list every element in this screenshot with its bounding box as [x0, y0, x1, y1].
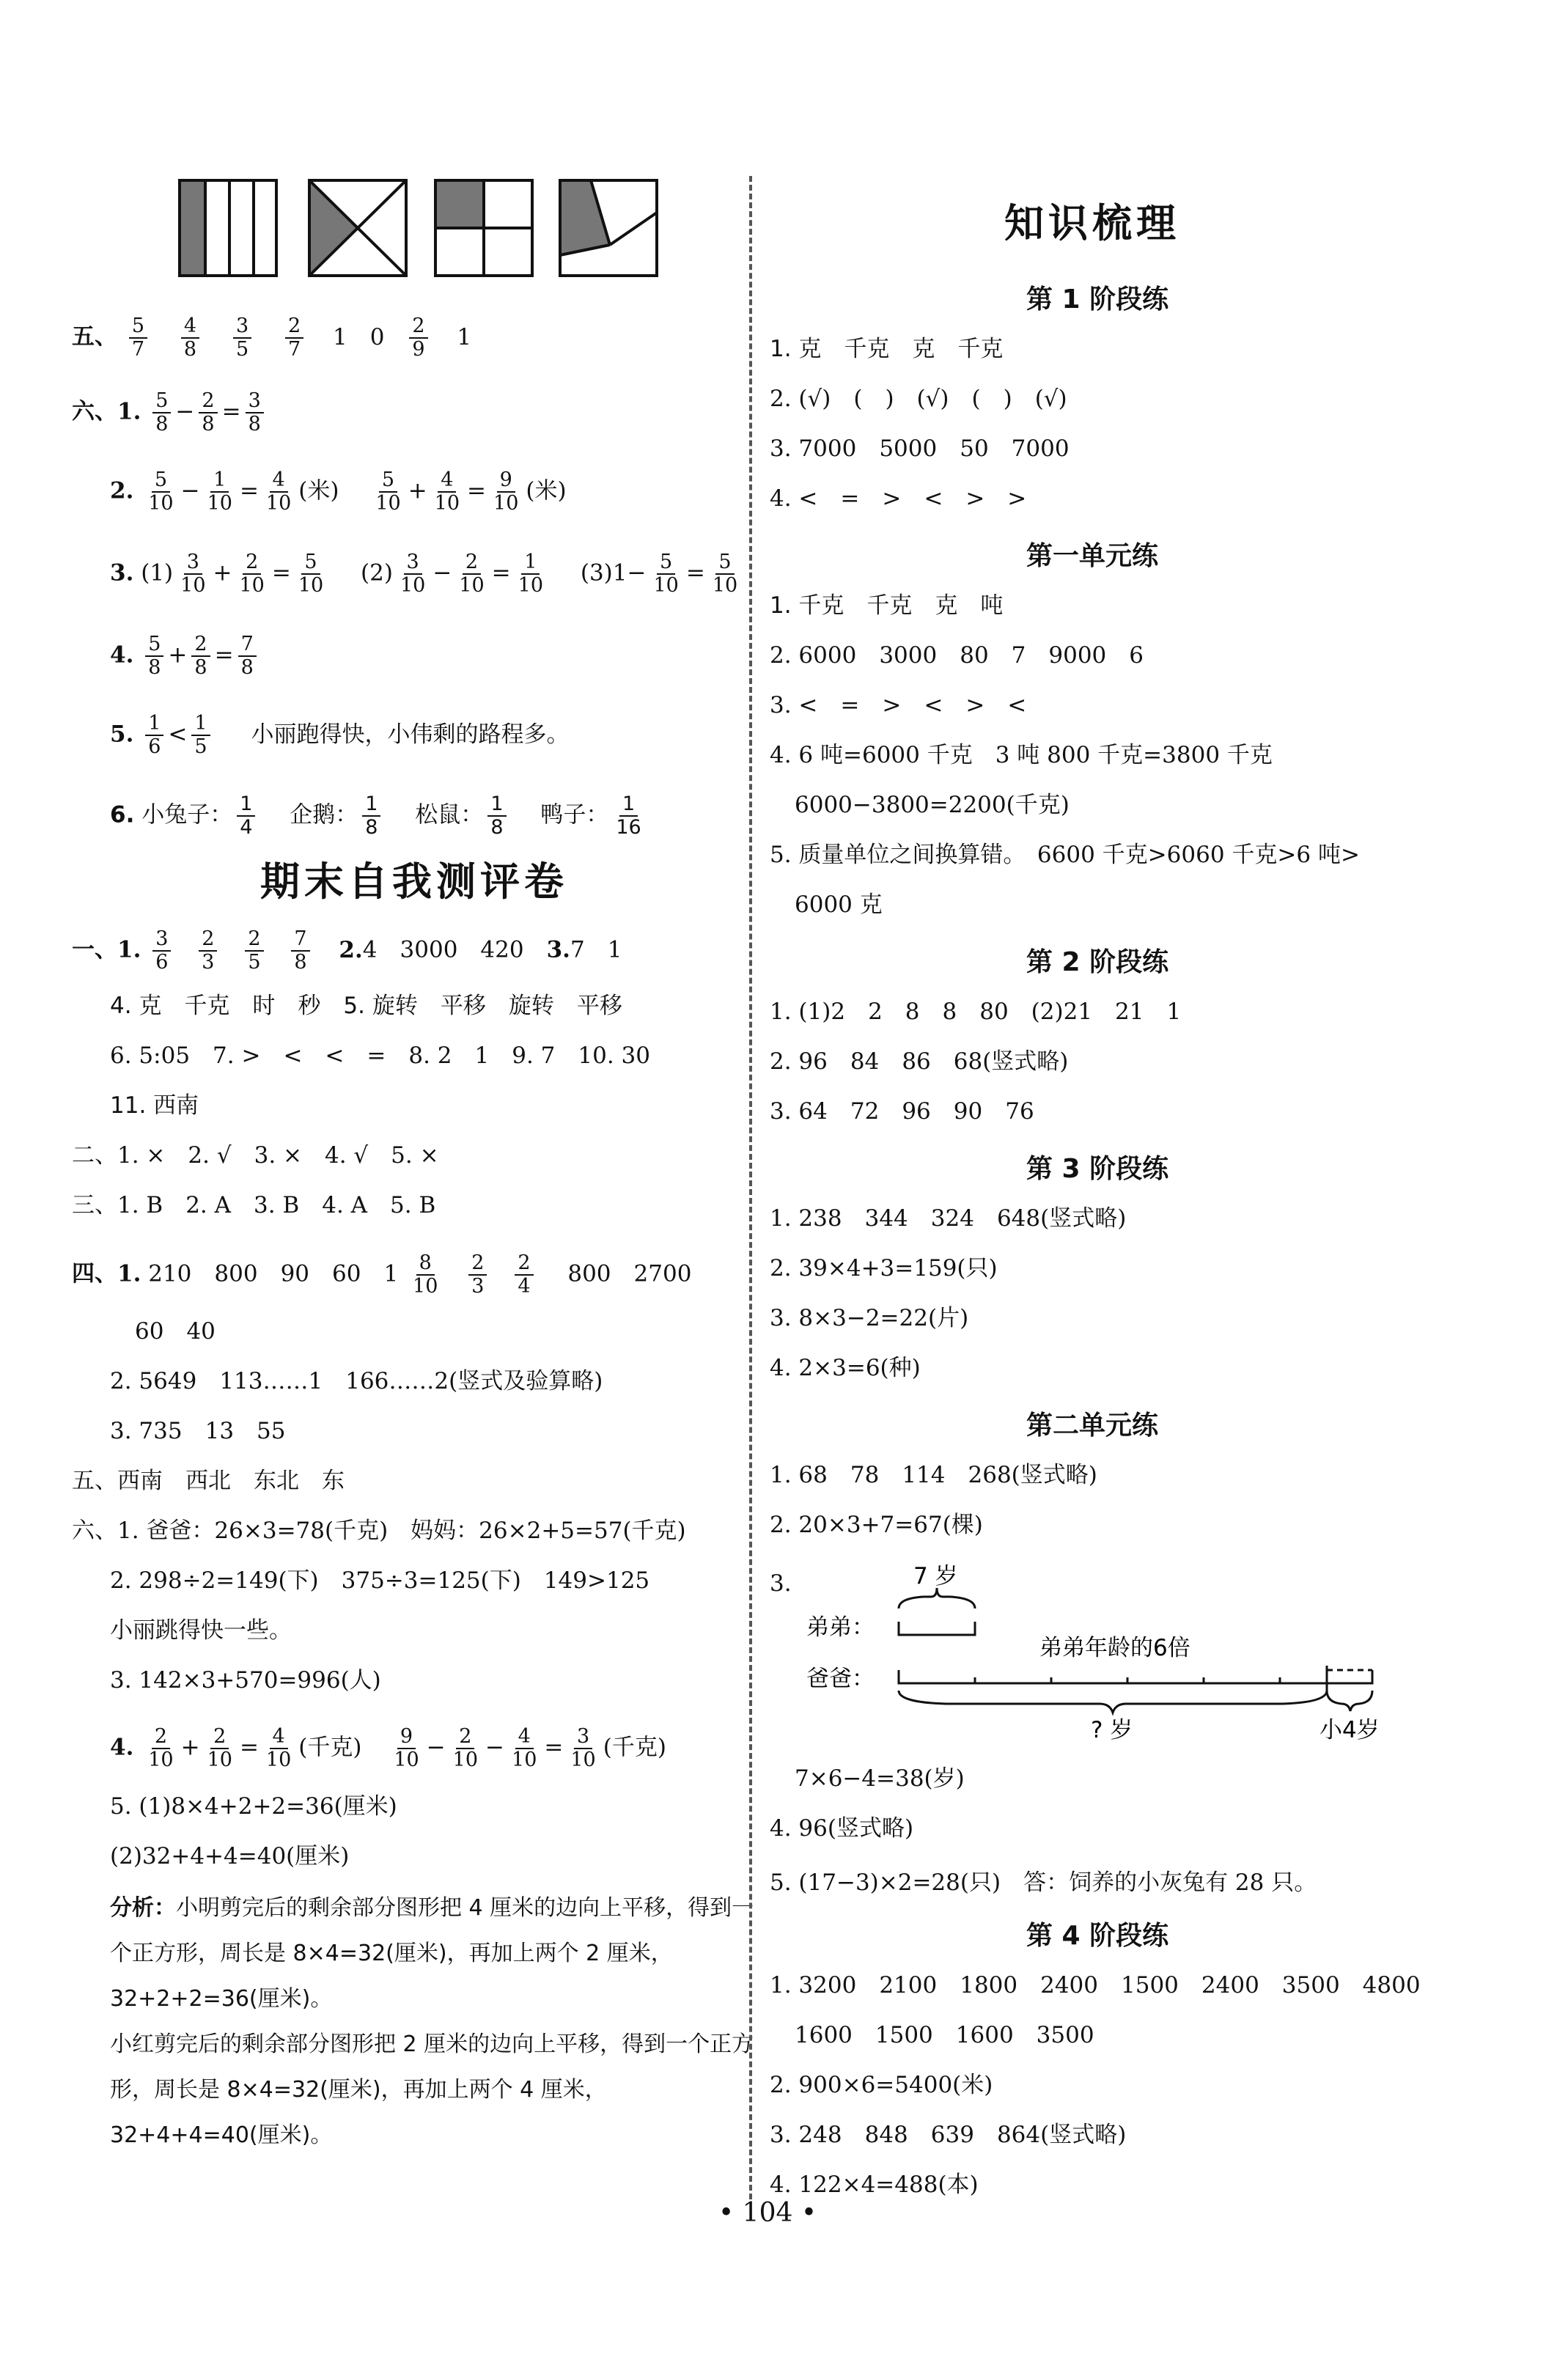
s1-line: 3. 7000 5000 50 7000	[770, 435, 1070, 462]
s4-title: 第 3 阶段练	[1026, 1154, 1169, 1184]
liu-3: 3. (1) $\frac{3}{10}$ + $\frac{2}{10}$ = $\frac{5}{10}$ (2) $\frac{3}{10}$ − $\frac{2}{10}$ = $\frac{1}{10}$ (3)1− $\frac{5}{10}$ = $\frac{5}{10}$	[110, 551, 738, 597]
father-label: 爸爸：	[806, 1666, 875, 1692]
s1-line: 2. (√) ( ) (√) ( ) (√)	[770, 386, 1067, 412]
s5-title: 第二单元练	[1026, 1411, 1159, 1441]
age-diagram	[755, 1562, 1415, 1752]
unknown-label: ? 岁	[1091, 1717, 1133, 1743]
s3-line: 3. 64 72 96 90 76	[770, 1098, 1034, 1125]
exam-line-liu-1: 六、1. 爸爸：26×3=78(千克) 妈妈：26×2+5=57(千克)	[72, 1518, 686, 1544]
exam-line-si-2: 2. 5649 113……1 166……2(竖式及验算略)	[110, 1368, 603, 1394]
exam-line-er: 二、1. × 2. √ 3. × 4. √ 5. ×	[72, 1142, 439, 1169]
liu-2: 2. $\frac{5}{10}$ − $\frac{1}{10}$ = $\frac{4}{10}$ (米) $\frac{5}{10}$ + $\frac{4}{10}$ = $\frac{9}{10}$ (米)	[110, 468, 567, 515]
times-label: 弟弟年龄的6倍	[1039, 1635, 1190, 1661]
s6-line: 2. 900×6=5400(米)	[770, 2072, 993, 2098]
exam-line-si-b: 60 40	[135, 1318, 216, 1345]
exam-line-si-3: 3. 735 13 55	[110, 1418, 286, 1444]
s4-line: 4. 2×3=6(种)	[770, 1355, 921, 1381]
s3-title: 第 2 阶段练	[1026, 947, 1169, 977]
brother-label: 弟弟：	[806, 1614, 875, 1641]
exam-line-wu: 五、西南 西北 东北 东	[72, 1468, 345, 1494]
s6-title: 第 4 阶段练	[1026, 1921, 1169, 1951]
exam-line-si: 四、1. 210 800 90 60 1 $\frac{8}{10}$ $\frac{2}{3}$ $\frac{2}{4}$ 800 2700	[72, 1251, 692, 1298]
exam-line-liu-2b: 小丽跳得快一些。	[110, 1617, 292, 1644]
exam-line-liu-4: 4. $\frac{2}{10}$ + $\frac{2}{10}$ = $\frac{4}{10}$ (千克) $\frac{9}{10}$ − $\frac{2}{10}$ − $\frac{4}{10}$ = $\frac{3}{10}$ (千克)	[110, 1725, 666, 1771]
exam-1: 一、1. $\frac{3}{6}$ $\frac{2}{3}$ $\frac{2}{5}$ $\frac{7}{8}$ 2.4 3000 420 3.7 1	[72, 927, 622, 974]
exam-title: 期末自我测评卷	[260, 858, 568, 905]
s5b-line: 5. (17−3)×2=28(只) 答：饲养的小灰兔有 28 只。	[770, 1869, 1317, 1896]
extra-brace	[1327, 1691, 1372, 1711]
s2-line: 6000 克	[795, 891, 883, 918]
exam-line-liu-5b: (2)32+4+4=40(厘米)	[110, 1843, 350, 1869]
exam-line-liu-5: 5. (1)8×4+2+2=36(厘米)	[110, 1793, 397, 1820]
analysis-1: 分析：小明剪完后的剩余部分图形把 4 厘米的边向上平移，得到一个正方形，周长是 8×4=32(厘米)，再加上两个 2 厘米，32+2+2=36(厘米)。	[110, 1895, 754, 2012]
exam-line-4: 4. 克 千克 时 秒 5. 旋转 平移 旋转 平移	[110, 993, 622, 1019]
brother-brace	[899, 1588, 975, 1608]
fraction-shapes-row	[0, 0, 740, 293]
s2-line: 4. 6 吨=6000 千克 3 吨 800 千克=3800 千克	[770, 742, 1273, 768]
s4-line: 2. 39×4+3=159(只)	[770, 1255, 998, 1282]
s2-line: 3. < = > < > <	[770, 692, 1027, 718]
section-wu: 五、 $\frac{5}{7}$ $\frac{4}{8}$ $\frac{3}{5}$ $\frac{2}{7}$ 1 0 $\frac{2}{9}$ 1	[72, 315, 472, 361]
knowledge-title: 知识梳理	[1004, 200, 1180, 246]
wu-label: 五、	[72, 323, 117, 350]
s2-title: 第一单元练	[1026, 541, 1159, 571]
unknown-brace	[899, 1691, 1327, 1713]
age-label: 7 岁	[913, 1563, 958, 1589]
s2-line: 5. 质量单位之间换算错。 6600 千克>6060 千克>6 吨>	[770, 842, 1360, 868]
liu-1: 六、1. $\frac{5}{8}$ − $\frac{2}{8}$ = $\frac{3}{8}$	[72, 390, 268, 435]
exam-line-6: 6. 5:05 7. > < < = 8. 2 1 9. 7 10. 30	[110, 1043, 651, 1069]
s6-line: 3. 248 848 639 864(竖式略)	[770, 2122, 1127, 2148]
s2-line: 1. 千克 千克 克 吨	[770, 592, 1004, 619]
s3-line: 2. 96 84 86 68(竖式略)	[770, 1048, 1069, 1075]
column-divider	[749, 176, 752, 2199]
analysis-2: 小红剪完后的剩余部分图形把 2 厘米的边向上平移，得到一个正方形，周长是 8×4=32(厘米)，再加上两个 4 厘米，32+4+4=40(厘米)。	[110, 2031, 754, 2148]
s2-line: 6000−3800=2200(千克)	[795, 792, 1070, 818]
exam-line-liu-2: 2. 298÷2=149(下) 375÷3=125(下) 149>125	[110, 1567, 650, 1594]
liu-5: 5. $\frac{1}{6}$ < $\frac{1}{5}$ 小丽跑得快，小伟剩的路程多。	[110, 712, 570, 758]
s6-line: 1600 1500 1600 3500	[795, 2022, 1094, 2048]
s4-line: 1. 238 344 324 648(竖式略)	[770, 1205, 1127, 1232]
s5-line: 2. 20×3+7=67(棵)	[770, 1512, 983, 1538]
father-bar	[899, 1670, 1372, 1683]
s5b-line: 7×6−4=38(岁)	[795, 1765, 965, 1792]
s2-line: 2. 6000 3000 80 7 9000 6	[770, 642, 1144, 669]
s1-line: 4. < = > < > >	[770, 485, 1027, 512]
page-number: • 104 •	[718, 2198, 817, 2228]
exam-line-11: 11. 西南	[110, 1092, 199, 1119]
brother-bar	[899, 1622, 975, 1635]
liu-6: 6. 小兔子： $\frac{1}{4}$ 企鹅： $\frac{1}{8}$ 松鼠： $\frac{1}{8}$ 鸭子： $\frac{1}{16}$	[110, 793, 641, 839]
s5-line: 1. 68 78 114 268(竖式略)	[770, 1462, 1097, 1488]
s5-line: 3.	[770, 1570, 792, 1597]
exam-line-liu-3: 3. 142×3+570=996(人)	[110, 1667, 381, 1694]
exam-line-san: 三、1. B 2. A 3. B 4. A 5. B	[72, 1192, 436, 1218]
extra-label: 小4岁	[1319, 1717, 1380, 1743]
s6-line: 1. 3200 2100 1800 2400 1500 2400 3500 4800	[770, 1972, 1421, 1999]
analysis-label: 分析：	[110, 1895, 176, 1921]
s6-line: 4. 122×4=488(本)	[770, 2172, 979, 2198]
liu-4: 4. $\frac{5}{8}$ + $\frac{2}{8}$ = $\frac{7}{8}$	[110, 633, 261, 679]
s3-line: 1. (1)2 2 8 8 80 (2)21 21 1	[770, 999, 1182, 1025]
s1-title: 第 1 阶段练	[1026, 284, 1169, 315]
s1-line: 1. 克 千克 克 千克	[770, 336, 1004, 362]
s4-line: 3. 8×3−2=22(片)	[770, 1305, 969, 1331]
s5b-line: 4. 96(竖式略)	[770, 1815, 914, 1842]
